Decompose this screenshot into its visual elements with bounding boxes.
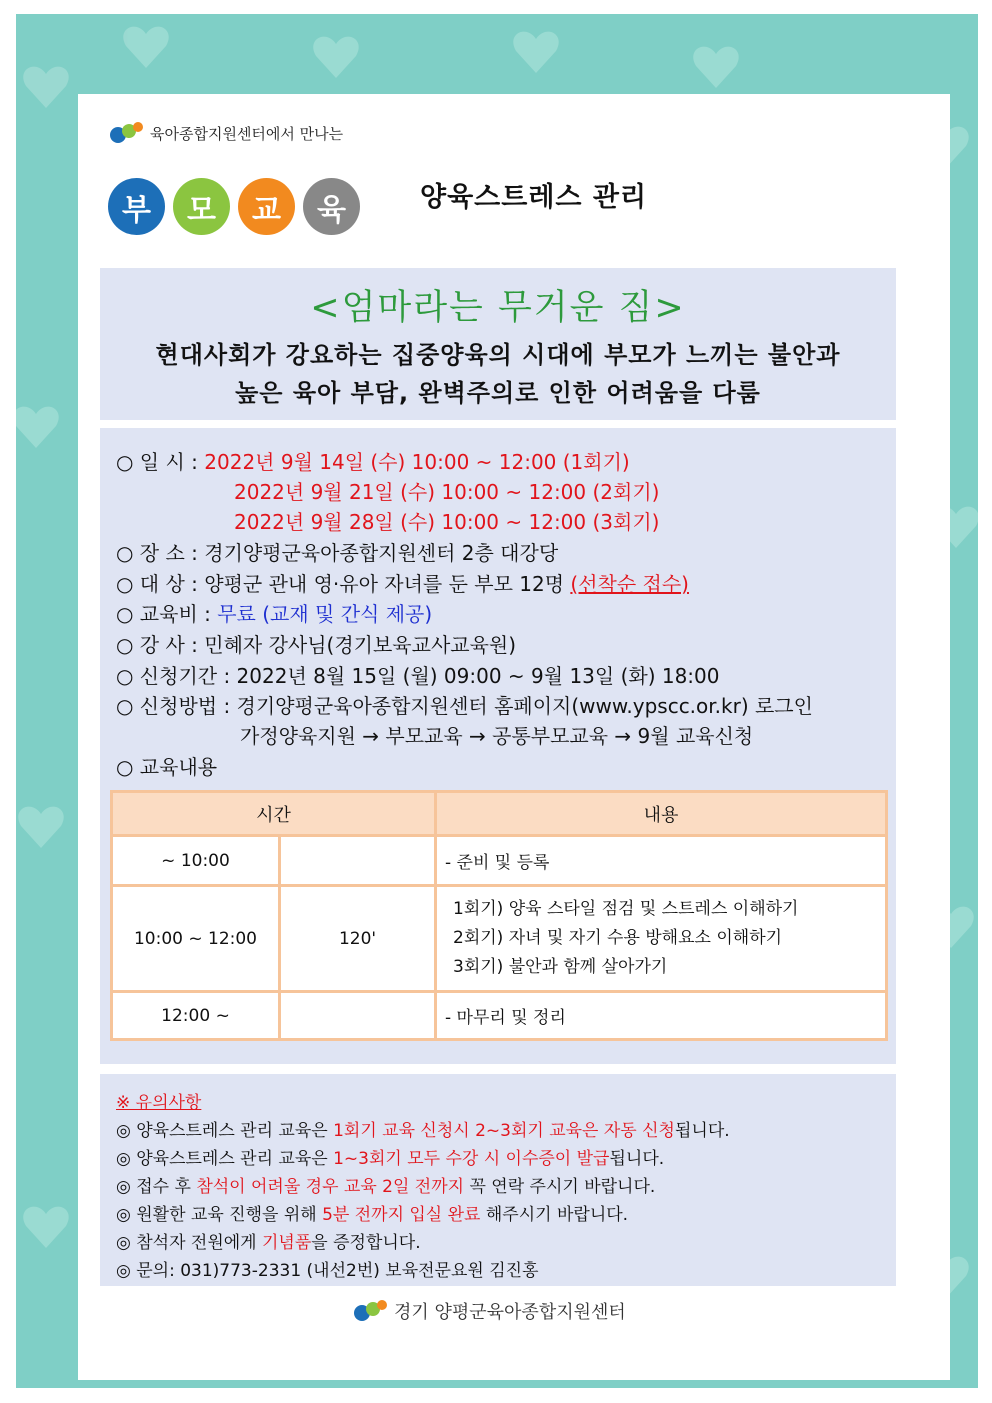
header-content: 내용 bbox=[436, 792, 887, 836]
time-cell: ~ 10:00 bbox=[112, 836, 280, 886]
place-label: ○ 장 소 : bbox=[116, 541, 198, 565]
note-1-highlight: 1회기 교육 신청시 2~3회기 교육은 자동 신청 bbox=[333, 1121, 675, 1141]
note-3-highlight: 참석이 어려울 경우 교육 2일 전까지 bbox=[196, 1177, 465, 1197]
note-4-text: ◎ 원활한 교육 진행을 위해 bbox=[116, 1205, 323, 1225]
target-note: (선착순 접수) bbox=[570, 572, 689, 596]
logo-line bbox=[108, 118, 343, 148]
description-line-2: 높은 육아 부담, 완벽주의로 인한 어려움을 다룸 bbox=[235, 379, 761, 407]
table-row bbox=[112, 836, 887, 886]
period-label: ○ 신청기간 : bbox=[116, 664, 231, 688]
note-4-tail: 해주시기 바랍니다. bbox=[480, 1205, 629, 1225]
footer-org-name: 경기 양평군육아종합지원센터 bbox=[394, 1302, 626, 1323]
target-label: ○ 대 상 : bbox=[116, 572, 198, 596]
notes-title: ※ 유의사항 bbox=[116, 1093, 202, 1113]
table-row bbox=[112, 992, 887, 1040]
note-1 bbox=[116, 1116, 730, 1141]
duration-cell: 120' bbox=[280, 886, 436, 992]
badge-1: 부 bbox=[108, 178, 165, 235]
schedule-table bbox=[110, 790, 888, 1041]
date-3: 2022년 9월 28일 (수) 10:00 ~ 12:00 (3회기) bbox=[234, 510, 660, 534]
header-time: 시간 bbox=[112, 792, 436, 836]
note-2-text: ◎ 양육스트레스 관리 교육은 bbox=[116, 1149, 334, 1169]
date-1: 2022년 9월 14일 (수) 10:00 ~ 12:00 (1회기) bbox=[204, 450, 630, 474]
period-row bbox=[116, 660, 720, 689]
description-line-1: 현대사회가 강요하는 집중양육의 시대에 부모가 느끼는 불안과 bbox=[155, 341, 841, 369]
date-label: ○ 일 시 : bbox=[116, 450, 198, 474]
note-4 bbox=[116, 1200, 628, 1225]
note-2-highlight: 1~3회기 모두 수강 시 이수증이 발급 bbox=[333, 1149, 610, 1169]
note-5-highlight: 기념품 bbox=[262, 1233, 312, 1253]
lecturer-label: ○ 강 사 : bbox=[116, 633, 198, 657]
page-title: 양육스트레스 관리 bbox=[420, 182, 648, 213]
content-label: ○ 교육내용 bbox=[116, 755, 218, 779]
lecturer-row bbox=[116, 629, 516, 658]
fee-row bbox=[116, 598, 432, 627]
note-1-text: ◎ 양육스트레스 관리 교육은 bbox=[116, 1121, 334, 1141]
fee-value: 무료 (교재 및 간식 제공) bbox=[217, 602, 433, 626]
time-cell: 10:00 ~ 12:00 bbox=[112, 886, 280, 992]
session-1: 1회기) 양육 스타일 점검 및 스트레스 이해하기 bbox=[453, 899, 799, 919]
note-5 bbox=[116, 1228, 421, 1253]
center-logo-icon bbox=[108, 118, 144, 148]
session-3: 3회기) 불안과 함께 살아가기 bbox=[453, 957, 668, 977]
method-line-1: 경기양평군육아종합지원센터 홈페이지(www.ypscc.or.kr) 로그인 bbox=[236, 694, 813, 718]
period-value: 2022년 8월 15일 (월) 09:00 ~ 9월 13일 (화) 18:00 bbox=[236, 664, 720, 688]
table-header-row bbox=[112, 792, 887, 836]
note-3-tail: 꼭 연락 주시기 바랍니다. bbox=[464, 1177, 656, 1197]
fee-label: ○ 교육비 : bbox=[116, 602, 211, 626]
target-row bbox=[116, 568, 689, 597]
note-2 bbox=[116, 1144, 664, 1169]
note-1-tail: 됩니다. bbox=[674, 1121, 730, 1141]
badge-2: 모 bbox=[173, 178, 230, 235]
duration-cell bbox=[280, 992, 436, 1040]
headline-box bbox=[100, 268, 896, 420]
place-row bbox=[116, 537, 558, 566]
note-2-tail: 됩니다. bbox=[609, 1149, 665, 1169]
center-logo-icon bbox=[352, 1296, 388, 1326]
note-5-text: ◎ 참석자 전원에게 bbox=[116, 1233, 262, 1253]
note-3 bbox=[116, 1172, 655, 1197]
note-5-tail: 을 증정합니다. bbox=[311, 1233, 421, 1253]
badge-3: 교 bbox=[238, 178, 295, 235]
logo-caption: 육아종합지원센터에서 만나는 bbox=[150, 124, 344, 143]
time-cell: 12:00 ~ bbox=[112, 992, 280, 1040]
footer bbox=[352, 1296, 626, 1326]
lecturer-value: 민혜자 강사님(경기보육교사교육원) bbox=[204, 633, 517, 657]
content-cell: - 준비 및 등록 bbox=[436, 836, 887, 886]
program-subtitle: <엄마라는 무거운 짐> bbox=[310, 288, 686, 328]
duration-cell bbox=[280, 836, 436, 886]
note-4-highlight: 5분 전까지 입실 완료 bbox=[322, 1205, 481, 1225]
target-value: 양평군 관내 영‧유아 자녀를 둔 부모 12명 bbox=[204, 572, 565, 596]
program-description bbox=[100, 336, 896, 412]
date-2: 2022년 9월 21일 (수) 10:00 ~ 12:00 (2회기) bbox=[234, 480, 660, 504]
date-row bbox=[116, 446, 630, 475]
badge-4: 육 bbox=[303, 178, 360, 235]
note-3-text: ◎ 접수 후 bbox=[116, 1177, 197, 1197]
method-line-2: 가정양육지원 → 부모교육 → 공통부모교육 → 9월 교육신청 bbox=[240, 724, 754, 748]
parent-education-badges bbox=[108, 178, 360, 235]
place-value: 경기양평군육아종합지원센터 2층 대강당 bbox=[204, 541, 559, 565]
method-row bbox=[116, 690, 813, 719]
notes-box bbox=[100, 1074, 896, 1286]
table-row bbox=[112, 886, 887, 992]
method-label: ○ 신청방법 : bbox=[116, 694, 231, 718]
info-box bbox=[100, 428, 896, 1064]
session-2: 2회기) 자녀 및 자기 수용 방해요소 이해하기 bbox=[453, 928, 783, 948]
note-6-contact: ◎ 문의: 031)773-2331 (내선2번) 보육전문요원 김진홍 bbox=[116, 1261, 539, 1281]
content-cell bbox=[436, 886, 887, 992]
content-cell: - 마무리 및 정리 bbox=[436, 992, 887, 1040]
